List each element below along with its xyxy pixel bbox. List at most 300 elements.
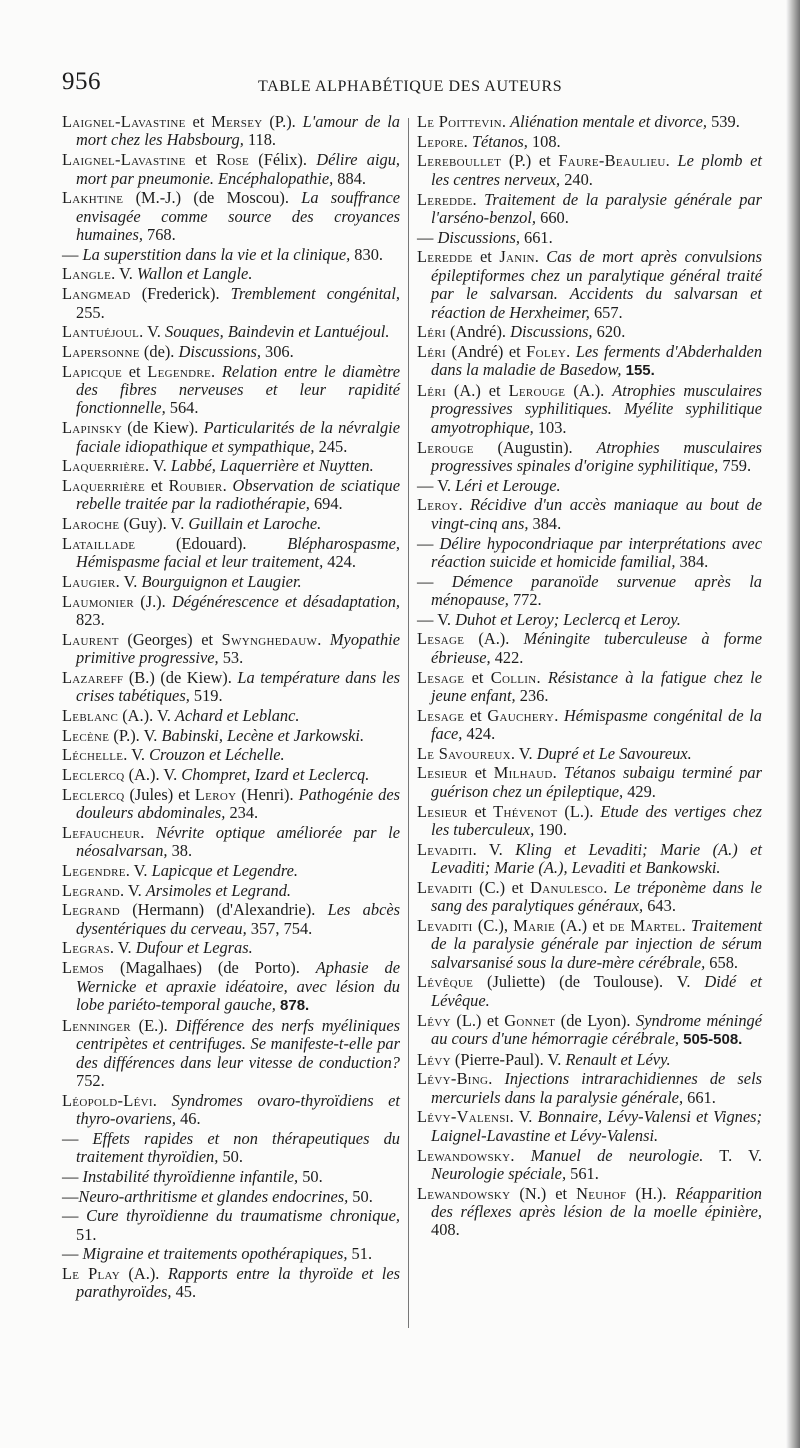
entry-text: (P.). V.: [109, 725, 162, 745]
article-title: Léri et Lerouge.: [455, 475, 561, 495]
entry-text: 657.: [589, 302, 623, 322]
index-entry: [62, 593, 400, 630]
page-header: [0, 66, 800, 100]
article-title: Etude des vertiges chez les tuberculeux,: [431, 801, 762, 839]
index-entry: [417, 477, 762, 495]
entry-text: —: [417, 227, 438, 247]
entry-text: (M.-J.) (de Moscou).: [123, 188, 302, 208]
entry-text: . V.: [109, 938, 136, 958]
author-name: Lewandowsky: [417, 1183, 511, 1203]
entry-text: 306.: [260, 341, 294, 361]
article-title: Cas de mort après convulsions épileptiformes chez un paralytique général traité par le salvarsan. Accidents du salvarsan et réaction de Herxheimer,: [431, 247, 762, 322]
index-entry: [62, 939, 400, 957]
entry-text: 236.: [515, 685, 549, 705]
entry-text: 108.: [527, 131, 561, 151]
entry-text: 561.: [566, 1163, 599, 1183]
author-name: Langle: [62, 264, 112, 284]
entry-text: 190.: [534, 819, 567, 839]
author-name: Léri: [417, 381, 446, 401]
article-title: La superstition dans la vie et la clinique,: [82, 244, 351, 264]
article-title: Atrophies musculaires progressives spinales d'origine syphilitique,: [431, 437, 762, 475]
entry-text: (André) et: [445, 341, 527, 361]
author-name: Lesage: [417, 629, 465, 649]
article-title: Réapparition des réflexes après lésion de la moelle épinière,: [431, 1183, 762, 1222]
article-title: Relation entre le diamètre des fibres nerveuses et leur rapidité fonctionnelle,: [76, 361, 400, 418]
article-title: Myopathie primitive progressive,: [76, 629, 400, 668]
index-entry: [417, 1012, 762, 1050]
entry-text: .: [317, 629, 330, 649]
article-title: Particularités de la névralgie faciale idiopathique et sympathique,: [76, 418, 400, 456]
author-name: Lereboullet: [417, 151, 502, 171]
index-entry: [417, 1051, 762, 1069]
entry-text: —: [62, 1244, 83, 1264]
entry-text: (E.).: [130, 1015, 176, 1035]
page-ref: 878.: [275, 997, 310, 1014]
index-entry: [417, 496, 762, 533]
column-divider: [408, 118, 409, 1328]
entry-text: 51.: [347, 1244, 373, 1264]
entry-text: .: [534, 247, 547, 267]
index-entry: [62, 151, 400, 188]
index-entry: [417, 745, 762, 763]
index-entry: [417, 917, 762, 972]
author-name: Lesieur: [417, 801, 468, 821]
entry-text: et: [144, 475, 169, 495]
entry-text: (H.).: [626, 1183, 676, 1203]
index-entry: [417, 439, 762, 476]
entry-text: (Henri).: [236, 784, 299, 804]
author-name: Thévenot: [493, 801, 558, 821]
entry-text: (Georges) et: [118, 629, 222, 649]
entry-text: . V.: [125, 860, 152, 880]
entry-text: . V.: [123, 745, 150, 765]
author-name: Laurent: [62, 629, 119, 649]
entry-text: et: [464, 705, 488, 725]
entry-text: .: [140, 822, 156, 842]
author-name: Lévy-Bing: [417, 1069, 489, 1089]
index-entry: [417, 611, 762, 629]
article-title: Discussions,: [437, 227, 520, 247]
index-entry: [62, 265, 400, 283]
author-name: Léri: [417, 341, 446, 361]
entry-text: (de Lyon).: [555, 1010, 636, 1030]
article-title: Délire aigu, mort par pneumonie. Encéphalopathie,: [76, 150, 401, 188]
article-title: Arsimoles et Legrand.: [145, 880, 292, 900]
author-name: Laquerrière: [62, 475, 145, 495]
article-title: Hémispasme congénital de la face,: [431, 705, 762, 744]
article-title: Crouzon et Léchelle.: [149, 745, 285, 765]
author-name: Rose: [216, 150, 249, 170]
author-name: Lesage: [417, 705, 465, 725]
entry-text: —: [62, 1186, 79, 1206]
author-name: Marie: [513, 915, 555, 935]
entry-text: 424.: [323, 552, 356, 572]
entry-text: 53.: [218, 648, 244, 668]
entry-text: (P.).: [262, 112, 303, 131]
index-entry: [62, 573, 400, 591]
entry-text: 408.: [431, 1220, 460, 1240]
article-title: Effets rapides et non thérapeutiques du traitement thyroïdien,: [76, 1128, 400, 1167]
author-name: Foley: [526, 341, 567, 361]
running-head: TABLE ALPHABÉTIQUE DES AUTEURS: [258, 78, 563, 95]
entry-text: . V.: [139, 322, 165, 342]
index-entry: [417, 323, 762, 341]
article-title: Achard et Leblanc.: [174, 705, 300, 725]
index-entry: [62, 457, 400, 475]
entry-text: (Augustin).: [473, 437, 597, 457]
author-name: Laroche: [62, 514, 120, 534]
index-entry: [417, 573, 762, 610]
index-entry: [62, 535, 400, 572]
page-number: 956: [62, 68, 101, 95]
author-name: Lévy-Valensi: [417, 1107, 510, 1127]
article-title: Syndromes ovaro-thyroïdiens et thyro-ovariens,: [76, 1090, 400, 1129]
entry-text: . V.: [510, 743, 537, 763]
entry-text: (Frederick).: [130, 284, 231, 304]
index-entry: [62, 1188, 400, 1206]
article-title: Récidive d'un accès maniaque au bout de vingt-cinq ans,: [431, 495, 762, 533]
entry-text: et: [472, 247, 500, 267]
entry-text: (Hermann) (d'Alexandrie).: [119, 900, 328, 920]
article-title: Wallon et Langle.: [136, 264, 253, 284]
entry-text: — V.: [417, 475, 456, 495]
entry-text: .: [681, 915, 691, 935]
entry-text: —: [417, 533, 440, 553]
index-entry: [417, 535, 762, 572]
author-name: Lapinsky: [62, 418, 123, 438]
author-name: Gonnet: [504, 1010, 556, 1030]
index-entry: [62, 285, 400, 322]
entry-text: (André).: [445, 322, 511, 342]
index-entry: [62, 1245, 400, 1263]
index-entry: [62, 1168, 400, 1186]
index-column-right: [417, 113, 762, 1241]
author-name: Laignel-Lavastine: [62, 150, 186, 170]
article-title: Souques, Baindevin et Lantuéjoul.: [165, 322, 390, 342]
entry-text: 103.: [533, 417, 567, 437]
page-ref: 505-508.: [678, 1030, 743, 1048]
entry-text: 643.: [643, 896, 676, 916]
index-entry: [417, 707, 762, 744]
author-name: Lewandowsky: [417, 1145, 511, 1165]
entry-text: .: [603, 877, 614, 897]
article-title: Traitement de la paralysie générale par l'arséno-benzol,: [431, 189, 762, 227]
entry-text: 50.: [218, 1147, 243, 1167]
article-title: Babinski, Lecène et Jarkowski.: [161, 725, 365, 745]
author-name: Swynghedauw: [221, 629, 318, 649]
author-name: Lévy: [417, 1049, 451, 1069]
author-name: Legras: [62, 938, 110, 958]
entry-text: . V.: [472, 839, 516, 859]
entry-text: —: [62, 244, 83, 264]
entry-text: et: [464, 667, 491, 687]
index-entry: [62, 631, 400, 668]
index-entry: [417, 841, 762, 878]
author-name: Lenninger: [62, 1015, 131, 1035]
article-title: Aphasie de Wernicke et apraxie idéatoire, avec lésion du lobe pariéto-temporal gauche,: [76, 958, 401, 1014]
entry-text: T. V.: [703, 1145, 762, 1165]
index-entry: [417, 1185, 762, 1240]
author-name: Levaditi: [417, 877, 473, 897]
entry-text: (C.),: [472, 915, 514, 935]
author-name: Milhaud: [493, 763, 553, 783]
author-name: Lévy: [417, 1010, 451, 1030]
article-title: Bonnaire, Lévy-Valensi et Vignes; Laignel-Lavastine et Lévy-Valensi.: [431, 1107, 762, 1145]
author-name: Legendre: [62, 860, 126, 880]
entry-text: .: [152, 1090, 172, 1110]
entry-text: (B.) (de Kiew).: [123, 667, 238, 687]
author-name: Leredde: [417, 247, 473, 267]
entry-text: (N.) et: [510, 1183, 577, 1203]
index-entry: [417, 382, 762, 437]
article-title: Syndrome méningé au cours d'une hémorragie cérébrale,: [431, 1010, 762, 1048]
author-name: Le Poittevin: [417, 112, 502, 131]
author-name: Roubier: [168, 475, 223, 495]
author-name: Leroy: [194, 784, 237, 804]
author-name: Legendre: [147, 361, 212, 381]
entry-text: 240.: [560, 169, 593, 189]
author-name: Langmead: [62, 284, 131, 304]
entry-text: (de).: [139, 341, 179, 361]
entry-text: — V.: [417, 609, 456, 629]
article-title: Délire hypocondriaque par interprétations avec réaction suicide et homicide familial,: [431, 533, 762, 571]
entry-text: . V.: [144, 456, 171, 476]
article-title: L'amour de la mort chez les Habsbourg,: [76, 112, 400, 150]
entry-text: 768.: [142, 225, 176, 245]
author-name: Lantuéjoul: [62, 322, 140, 342]
index-entry: [62, 1092, 400, 1129]
entry-text: 234.: [225, 803, 259, 823]
entry-text: (P.) et: [501, 151, 559, 171]
entry-text: —: [62, 1166, 83, 1186]
index-entry: [62, 824, 400, 861]
entry-text: .: [552, 763, 564, 783]
entry-text: 694.: [309, 494, 343, 514]
article-title: Renault et Lévy.: [565, 1049, 671, 1069]
author-name: Lakhtine: [62, 188, 124, 208]
article-title: La température dans les crises tabétiques,: [76, 667, 401, 706]
entry-text: (de Kiew).: [122, 418, 204, 438]
article-title: Traitement de la paralysie générale par injection de sérum salvarsanisé sous la dure-mère cérébrale,: [431, 915, 762, 972]
index-entry: [417, 669, 762, 706]
author-name: Lerouge: [508, 381, 566, 401]
article-title: Blépharospasme, Hémispasme facial et leur traitement,: [76, 533, 400, 572]
article-title: Guillain et Laroche.: [188, 514, 322, 534]
index-entry: [62, 343, 400, 361]
entry-text: (J.).: [134, 591, 172, 611]
index-column-left: [62, 113, 400, 1303]
entry-text: (A.). V.: [124, 765, 182, 785]
author-name: Faure-Beaulieu: [558, 151, 666, 171]
entry-text: (A.).: [464, 629, 524, 649]
article-title: Le tréponème dans le sang des paralytiques généraux,: [431, 877, 762, 916]
index-entry: [62, 882, 400, 900]
article-title: Chompret, Izard et Leclercq.: [181, 765, 370, 785]
index-entry: [62, 323, 400, 341]
index-entry: [62, 419, 400, 456]
author-name: Lataillade: [62, 533, 136, 553]
entry-text: 245.: [314, 436, 348, 456]
entry-text: . V.: [509, 1107, 538, 1127]
entry-text: et: [122, 361, 148, 381]
index-entry: [62, 901, 400, 938]
entry-text: 564.: [165, 398, 199, 418]
entry-text: (Guy). V.: [119, 514, 189, 534]
entry-text: (L.) et: [450, 1010, 505, 1030]
entry-text: 830.: [350, 244, 383, 264]
entry-text: 255.: [76, 302, 105, 322]
entry-text: 884.: [333, 168, 366, 188]
entry-text: 660.: [536, 207, 569, 227]
entry-text: 759.: [718, 455, 752, 475]
article-title: Neuro-arthritisme et glandes endocrines,: [78, 1186, 349, 1206]
author-name: Leblanc: [62, 705, 119, 725]
author-name: Lecène: [62, 725, 110, 745]
article-title: Kling et Levaditi; Marie (A.) et Levaditi; Marie (A.), Levaditi et Bankowski.: [431, 839, 762, 878]
index-entry: [417, 803, 762, 840]
index-entry: [62, 1207, 400, 1244]
author-name: Léopold-Lévi: [62, 1090, 153, 1110]
entry-text: 519.: [189, 686, 223, 706]
index-entry: [62, 727, 400, 745]
entry-text: (L.).: [557, 801, 601, 821]
entry-text: 118.: [243, 130, 277, 150]
author-name: Levaditi: [417, 839, 473, 859]
author-name: Laquerrière: [62, 456, 145, 476]
index-entry: [417, 343, 762, 381]
article-title: Injections intrarachidiennes de sels mercuriels dans la paralysie générale,: [431, 1069, 762, 1107]
index-entry: [62, 113, 400, 150]
article-title: La souffrance envisagée comme source des croyances humaines,: [76, 188, 400, 245]
author-name: Laignel-Lavastine: [62, 112, 186, 131]
author-name: Laugier: [62, 571, 116, 591]
index-entry: [417, 879, 762, 916]
article-title: Tremblement congénital,: [230, 284, 400, 304]
entry-text: 46.: [176, 1109, 201, 1129]
entry-text: (A.). V.: [118, 705, 175, 725]
entry-text: (A.) et: [554, 915, 610, 935]
entry-text: et: [185, 150, 217, 170]
author-name: Léri: [417, 322, 446, 342]
index-entry: [417, 133, 762, 151]
author-name: Lazareff: [62, 667, 124, 687]
author-name: Lesieur: [417, 763, 468, 783]
entry-text: (A.) et: [445, 381, 509, 401]
entry-text: 772.: [508, 590, 542, 610]
author-name: de Martel: [609, 915, 682, 935]
author-name: Mersey: [211, 112, 263, 131]
article-title: Différence des nerfs myéliniques centripètes et centrifuges. Se manifeste-t-elle par des différences dans leur vitesse de conduction?: [76, 1015, 400, 1072]
entry-text: .: [566, 341, 576, 361]
index-entry: [417, 973, 762, 1010]
author-name: Le Play: [62, 1264, 120, 1284]
index-entry: [417, 630, 762, 667]
article-title: Migraine et traitements opothérapiques,: [82, 1244, 348, 1264]
author-name: Neuhof: [576, 1183, 627, 1203]
author-name: Lefaucheur: [62, 822, 141, 842]
author-name: Lemos: [62, 958, 105, 978]
author-name: Collin: [490, 667, 537, 687]
index-entry: [417, 1147, 762, 1184]
article-title: Labbé, Laquerrière et Nuytten.: [170, 456, 374, 476]
entry-text: 661.: [519, 227, 553, 247]
article-title: Les abcès dysentériques du cerveau,: [76, 900, 400, 938]
article-title: Discussions,: [510, 322, 593, 342]
entry-text: . V.: [115, 571, 142, 591]
article-title: Lapicque et Legendre.: [151, 860, 298, 880]
entry-text: 50.: [298, 1166, 323, 1186]
author-name: Janin: [499, 247, 535, 267]
index-entry: [62, 1130, 400, 1167]
entry-text: (Juliette) (de Toulouse). V.: [473, 972, 705, 992]
entry-text: .: [554, 705, 564, 725]
entry-text: 384.: [528, 513, 562, 533]
article-title: Le plomb et les centres nerveux,: [431, 151, 762, 189]
index-entry: [417, 191, 762, 228]
article-title: Aliénation mentale et divorce,: [510, 112, 708, 131]
article-title: Résistance à la fatigue chez le jeune enfant,: [431, 667, 762, 705]
author-name: Lerouge: [417, 437, 474, 457]
entry-text: .: [665, 151, 678, 171]
entry-text: 424.: [462, 724, 496, 744]
entry-text: 357, 754.: [246, 918, 313, 938]
article-title: Névrite optique améliorée par le néosalvarsan,: [76, 822, 400, 861]
author-name: Leroy: [417, 495, 459, 515]
article-title: Tétanos,: [471, 131, 528, 151]
entry-text: 384.: [675, 551, 709, 571]
author-name: Le Savoureux: [417, 743, 511, 763]
entry-text: 38.: [167, 841, 193, 861]
article-title: Dufour et Legras.: [135, 938, 253, 958]
entry-text: —: [62, 1128, 93, 1148]
entry-text: (Jules) et: [124, 784, 195, 804]
entry-text: —: [417, 571, 452, 591]
index-entry: [62, 189, 400, 244]
entry-text: (C.) et: [472, 877, 531, 897]
article-title: Démence paranoïde survenue après la ménopause,: [431, 571, 762, 610]
index-entry: [417, 248, 762, 322]
entry-text: 51.: [76, 1224, 97, 1244]
article-title: Discussions,: [178, 341, 261, 361]
article-title: Instabilité thyroïdienne infantile,: [82, 1166, 299, 1186]
article-title: Les ferments d'Abderhalden dans la maladie de Basedow,: [431, 341, 763, 380]
author-name: Léchelle: [62, 745, 124, 765]
index-entry: [62, 1265, 400, 1302]
entry-text: (Magalhaes) (de Porto).: [104, 958, 316, 978]
index-entry: [62, 959, 400, 1015]
entry-text: .: [472, 189, 485, 209]
article-title: Atrophies musculaires progressives syphilitiques. Myélite syphilitique amyotrophique,: [431, 381, 762, 437]
article-title: Tétanos subaigu terminé par guérison chez un épileptique,: [431, 763, 762, 801]
entry-text: 539.: [707, 112, 740, 131]
entry-text: (Pierre-Paul). V.: [450, 1049, 566, 1069]
author-name: Lesage: [417, 667, 465, 687]
entry-text: .: [510, 1145, 531, 1165]
author-name: Lepore: [417, 131, 464, 151]
index-entry: [62, 862, 400, 880]
article-title: Bourguignon et Laugier.: [141, 571, 302, 591]
author-name: Leclercq: [62, 784, 125, 804]
article-title: Observation de sciatique rebelle traitée par la radiothérapie,: [76, 475, 400, 514]
entry-text: .: [222, 475, 233, 495]
entry-text: 620.: [592, 322, 626, 342]
entry-text: .: [536, 667, 548, 687]
index-entry: [417, 113, 762, 131]
index-entry: [417, 1108, 762, 1145]
article-title: Neurologie spéciale,: [431, 1163, 567, 1183]
index-entry: [62, 786, 400, 823]
index-entry: [417, 229, 762, 247]
